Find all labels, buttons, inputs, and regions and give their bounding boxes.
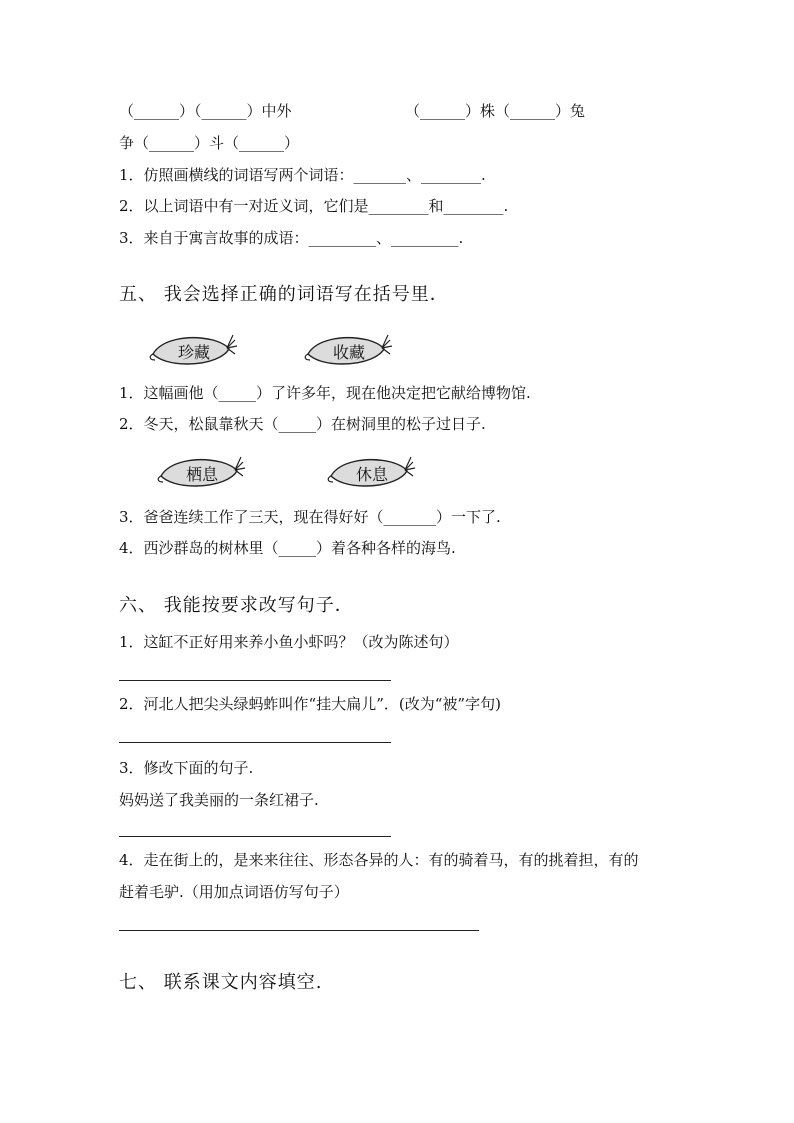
idiom-row-1b: （______）株（______）兔	[405, 102, 586, 120]
question-4-3: 3．来自于寓言故事的成语：_________、_________.	[119, 229, 464, 247]
word-tag-3	[155, 452, 247, 492]
word-tag-4-label: 休息	[355, 465, 388, 484]
word-tag-3-label: 栖息	[185, 465, 218, 484]
idiom-row-2: 争（______）斗（______）	[119, 134, 300, 152]
answer-line-6-3[interactable]	[119, 836, 391, 837]
idiom-row-1a: （______）（______）中外	[119, 102, 292, 120]
question-5-1: 1．这幅画他（_____）了许多年，现在他决定把它献给博物馆.	[119, 384, 531, 402]
word-tag-1	[147, 330, 239, 370]
word-tag-4	[325, 452, 417, 492]
section-6-heading: 六、 我能按要求改写句子．	[119, 595, 354, 616]
word-tag-1-label: 珍藏	[177, 343, 210, 362]
question-4-1: 1．仿照画横线的词语写两个词语：_______、________.	[119, 166, 486, 184]
question-6-2: 2．河北人把尖头绿蚂蚱叫作“挂大扁儿”．(改为“被”字句)	[119, 695, 501, 713]
word-tag-2-label: 收藏	[332, 343, 365, 362]
question-6-1: 1．这缸不正好用来养小鱼小虾吗？（改为陈述句）	[119, 633, 459, 651]
question-6-3-sentence: 妈妈送了我美丽的一条红裙子.	[119, 791, 319, 809]
question-5-3: 3．爸爸连续工作了三天，现在得好好（_______）一下了.	[119, 508, 501, 526]
answer-line-6-2[interactable]	[119, 742, 391, 743]
question-5-2: 2．冬天，松鼠靠秋天（_____）在树洞里的松子过日子.	[119, 415, 486, 433]
question-5-4: 4．西沙群岛的树林里（_____）着各种各样的海鸟.	[119, 539, 456, 557]
answer-line-6-4[interactable]	[119, 930, 479, 931]
question-6-4-line2: 赶着毛驴.（用加点词语仿写句子）	[119, 883, 349, 901]
section-7-heading: 七、 联系课文内容填空.	[119, 972, 323, 993]
question-6-3: 3．修改下面的句子.	[119, 759, 254, 777]
section-5-heading: 五、 我会选择正确的词语写在括号里．	[119, 284, 449, 305]
question-4-2: 2．以上词语中有一对近义词，它们是________和________.	[119, 197, 509, 215]
question-6-4-line1: 4．走在街上的，是来来往往、形态各异的人：有的骑着马，有的挑着担，有的	[119, 851, 639, 869]
word-tag-2	[302, 330, 394, 370]
answer-line-6-1[interactable]	[119, 680, 391, 681]
